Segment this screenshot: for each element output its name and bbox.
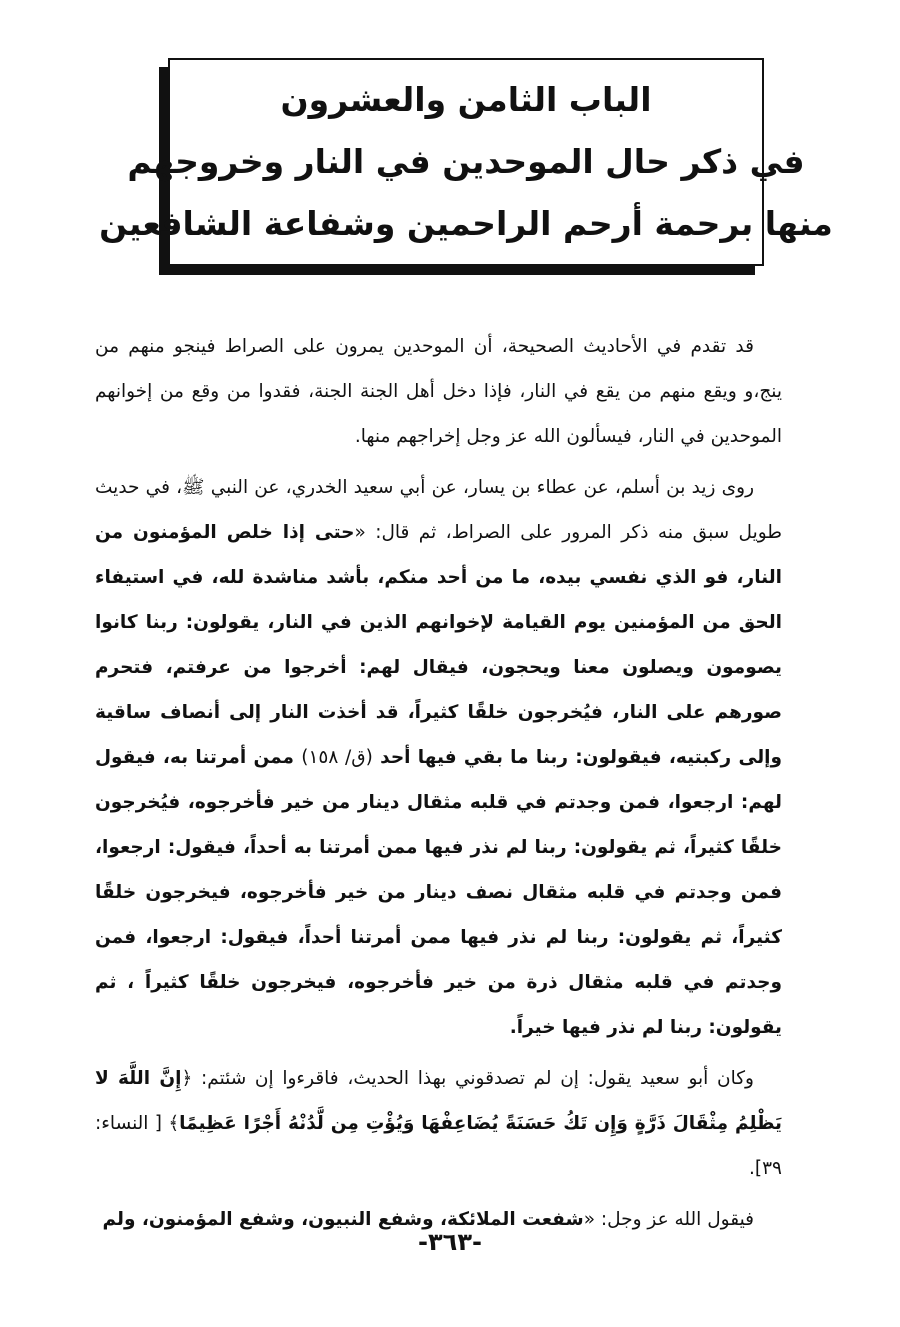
quote-intro: وكان أبو سعيد يقول: إن لم تصدقوني بهذا الحديث، فاقرءوا إن شئتم: ﴿ xyxy=(181,1068,754,1089)
page-number: -٣٦٣- xyxy=(418,1228,482,1256)
hadith-text-continued: ممن أمرتنا به، فيقول لهم: ارجعوا، فمن وجدتم في قلبه مثقال دينار من خير فأخرجوه، فيُخرجون خلقًا كثيراً، ثم يقولون: ربنا لم نذر فيها ممن أمرتنا به أحداً، فيقول: ارجعوا، فمن وجدتم في قلبه مثقال نصف دينار من خير فأخرجوه، فيخرجون خلقًا كثيراً، ثم يقولون: ربنا لم نذر فيها ممن أمرتنا أحداً، فيقول: ارجعوا، فمن وجدتم في قلبه مثقال ذرة من خير فأخرجوه، فيخرجون خلقًا كثيراً ، ثم يقولون: ربنا لم نذر فيها خيراً. xyxy=(95,747,782,1038)
chapter-title-line-3: منها برحمة أرحم الراحمين وشفاعة الشافعين xyxy=(99,204,833,243)
body-text xyxy=(95,324,782,1248)
paragraph-hadith xyxy=(95,465,782,1050)
chapter-title-box xyxy=(99,58,833,266)
manuscript-reference: (ق/ ١٥٨) xyxy=(301,747,373,768)
verse-reference: ﴾ [ النساء: ٣٩]. xyxy=(95,1113,782,1179)
quran-verse: إِنَّ اللَّهَ لا يَظْلِمُ مِثْقَالَ ذَرَّةٍ وَإِن تَكُ حَسَنَةً يُضَاعِفْهَا وَيُؤْتِ مِن لَّدُنْهُ أَجْرًا عَظِيمًا xyxy=(95,1068,782,1134)
intercession-text: شفعت الملائكة، وشفع النبيون، وشفع المؤمنون، ولم xyxy=(102,1209,584,1230)
hadith-text: حتى إذا خلص المؤمنون من النار، فو الذي نفسي بيده، ما من أحد منكم، بأشد مناشدة لله، في استيفاء الحق من المؤمنين يوم القيامة لإخوانهم الذين في النار، يقولون: ربنا كانوا يصومون ويصلون معنا ويحجون، فيقال لهم: أخرجوا من عرفتم، فتحرم صورهم على النار، فيُخرجون خلقًا كثيراً، قد أخذت النار إلى أنصاف ساقية وإلى ركبتيه، فيقولون: ربنا ما بقي فيها أحد xyxy=(95,522,782,768)
paragraph-quran xyxy=(95,1056,782,1191)
chapter-title-line-2: في ذكر حال الموحدين في النار وخروجهم xyxy=(127,142,805,181)
intercession-intro: فيقول الله عز وجل: « xyxy=(583,1209,754,1230)
paragraph-intro: قد تقدم في الأحاديث الصحيحة، أن الموحدين يمرون على الصراط فينجو منهم من ينج،و ويقع منهم من يقع في النار، فإذا دخل أهل الجنة الجنة، فقدوا من وقع من إخوانهم الموحدين في النار، فيسألون الله عز وجل إخراجهم منها. xyxy=(95,336,782,447)
chapter-title-line-1: الباب الثامن والعشرون xyxy=(280,80,652,119)
hadith-chain: روى زيد بن أسلم، عن عطاء بن يسار، عن أبي سعيد الخدري، عن النبي ﷺ، في حديث طويل سبق منه ذكر المرور على الصراط، ثم قال: « xyxy=(95,477,782,543)
